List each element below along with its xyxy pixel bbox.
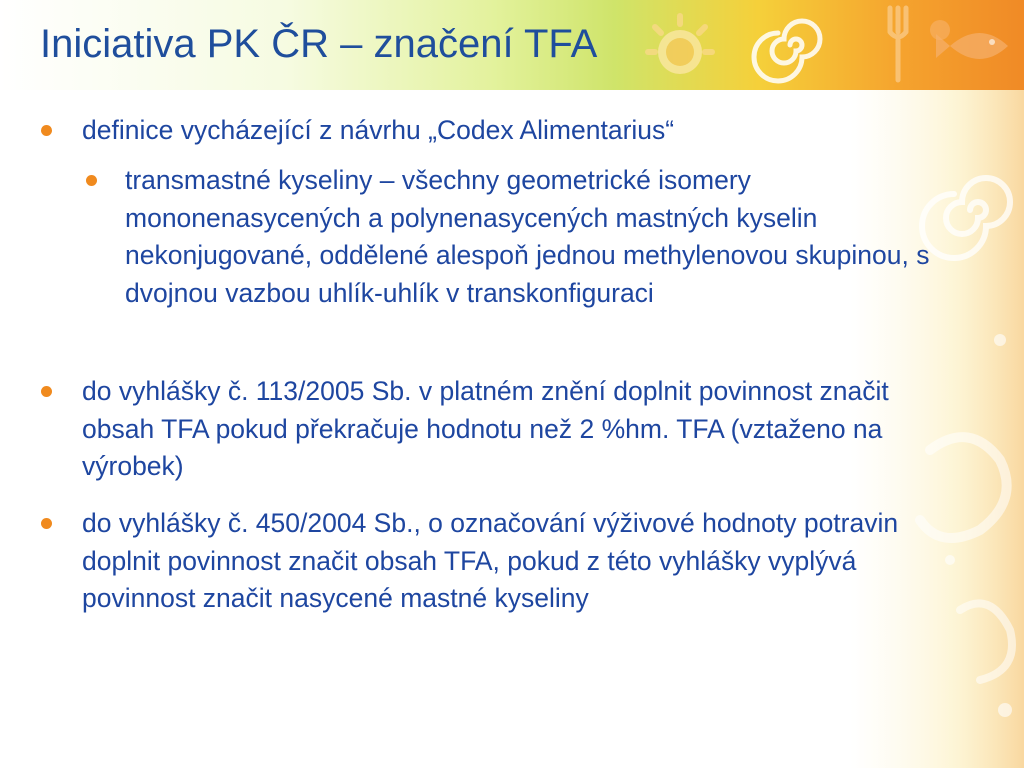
bullet-text: do vyhlášky č. 450/2004 Sb., o označování výživové hodnoty potravin doplnit povinnost značit obsah TFA, pokud z této vyhlášky vyplývá povinnost značit nasycené mastné kyseliny bbox=[82, 508, 899, 613]
bullet-text: transmastné kyseliny – všechny geometrické isomery mononenasycených a polynenasycených mastných kyselin nekonjugované, oddělené alespoň jednou methylenovou skupinou, s dvojnou vazbou uhlík-uhlík v transkonfiguraci bbox=[125, 165, 930, 308]
bullet-item bbox=[82, 373, 962, 486]
bullet-dot-icon bbox=[41, 125, 52, 136]
slide-title: Iniciativa PK ČR – značení TFA bbox=[40, 22, 598, 66]
bullet-dot-icon bbox=[86, 175, 97, 186]
bullet-item bbox=[82, 112, 962, 150]
bullet-dot-icon bbox=[41, 518, 52, 529]
bullet-item bbox=[82, 505, 962, 618]
bullet-text: do vyhlášky č. 113/2005 Sb. v platném znění doplnit povinnost značit obsah TFA pokud překračuje hodnotu než 2 %hm. TFA (vztaženo na výrobek) bbox=[82, 376, 889, 481]
sub-bullet-item bbox=[125, 162, 955, 312]
bullet-text: definice vycházející z návrhu „Codex Alimentarius“ bbox=[82, 115, 675, 145]
bullet-dot-icon bbox=[41, 386, 52, 397]
